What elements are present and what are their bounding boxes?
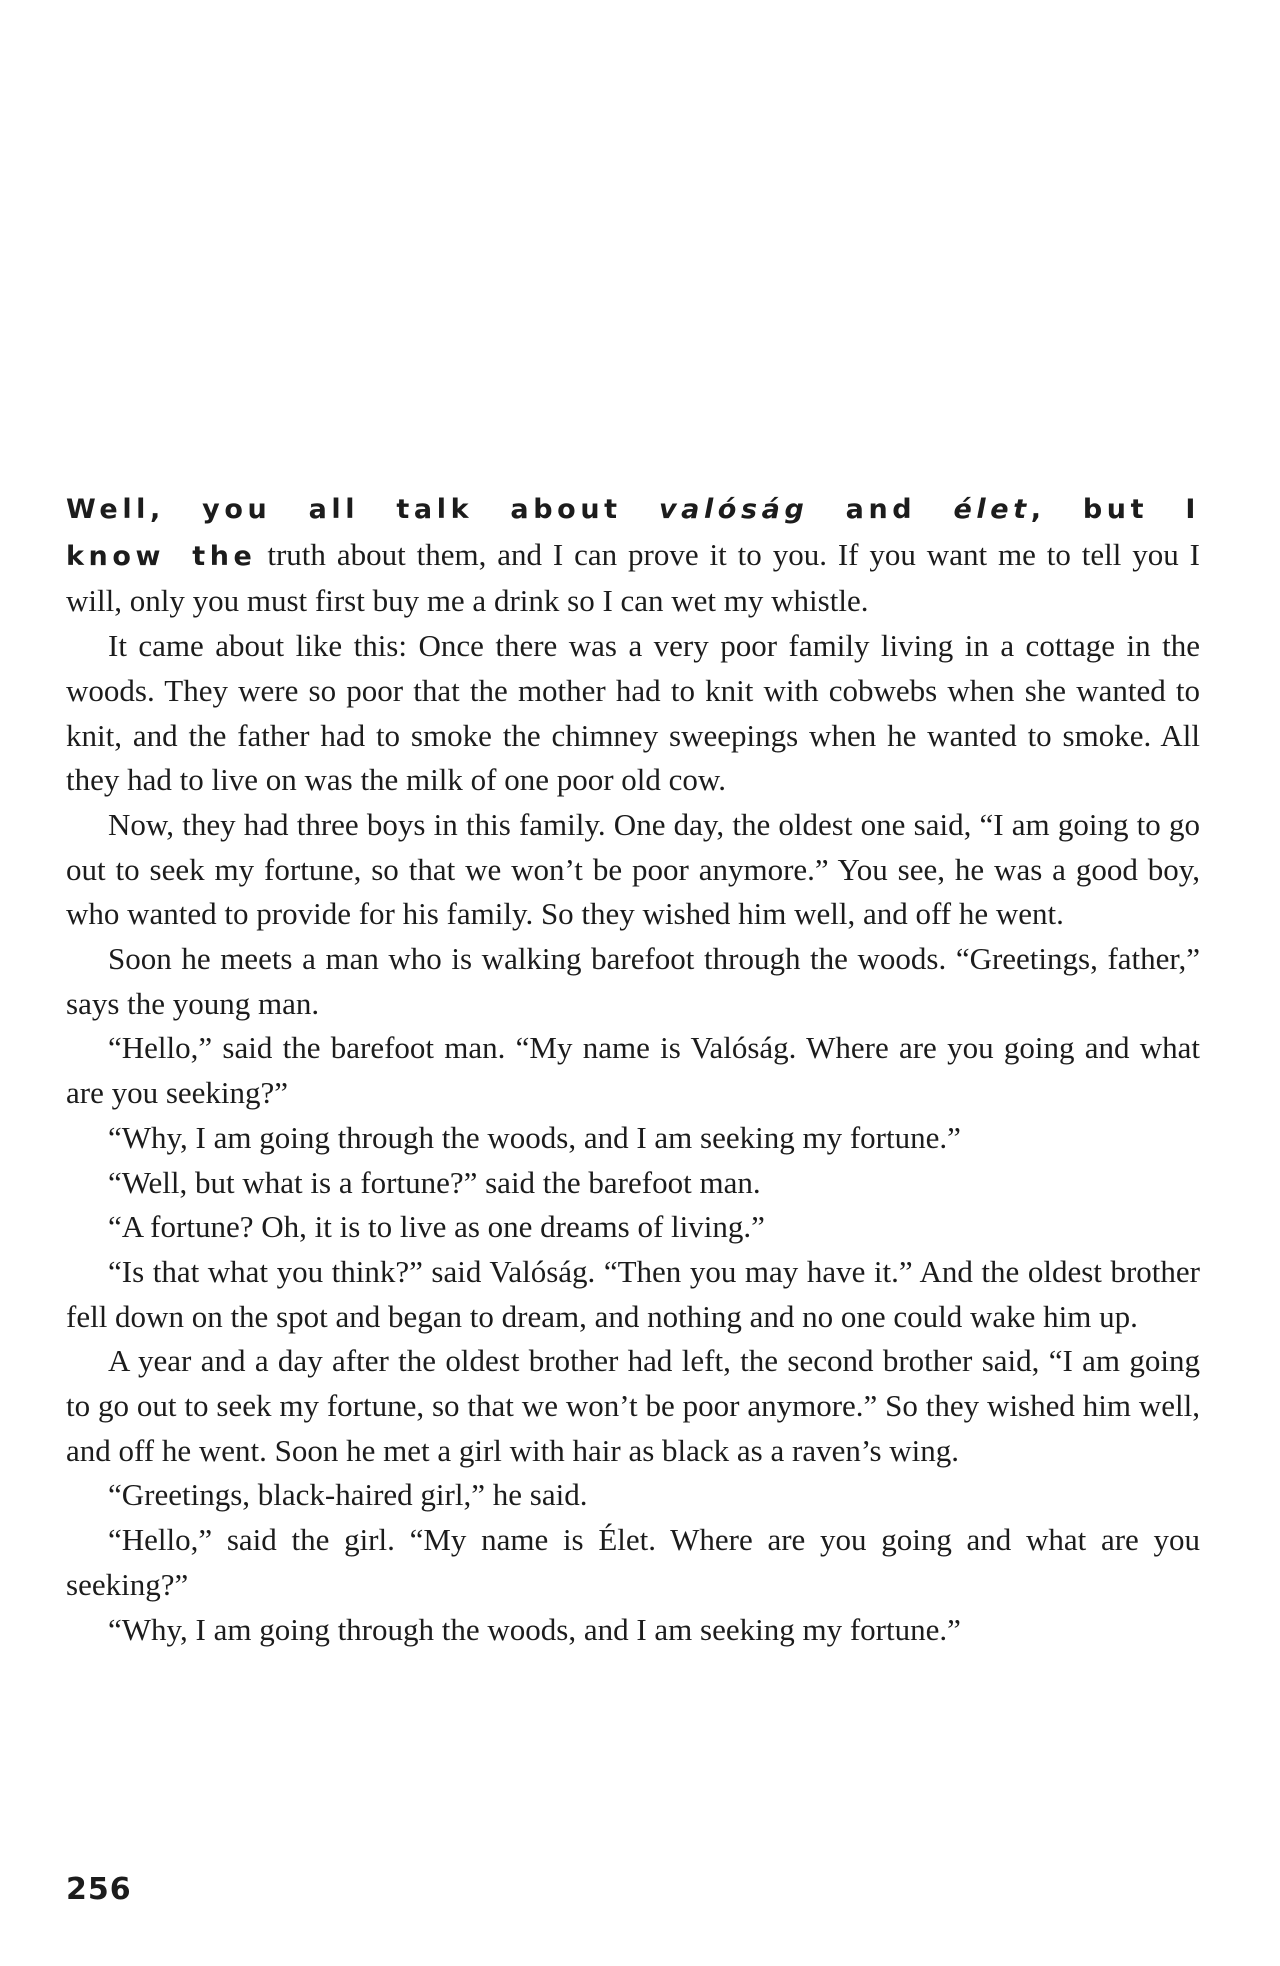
paragraph: “Is that what you think?” said Valóság. “Then you may have it.” And the oldest brother fell down on the spot and began to dream, and nothing and no one could wake him up. — [66, 1253, 1200, 1334]
lead-text: Well, you all talk about — [66, 494, 659, 525]
paragraph: Now, they had three boys in this family. One day, the oldest one said, “I am going to go out to seek my fortune, so that we won’t be poor anymore.” You see, he was a good boy, who wanted to provide for his family. So they wished him well, and off he went. — [66, 806, 1200, 932]
lead-term-elet: élet — [953, 494, 1031, 525]
paragraph: “Hello,” said the girl. “My name is Élet. Where are you going and what are you seeking?” — [66, 1522, 1200, 1602]
paragraph: Soon he meets a man who is walking barefoot through the woods. “Greetings, father,” says the young man. — [66, 941, 1200, 1021]
paragraph: “Greetings, black-haired girl,” he said. — [108, 1477, 588, 1513]
paragraph: A year and a day after the oldest brother had left, the second brother said, “I am going to go out to seek my fortune, so that we won’t be poor anymore.” So they wished him well, and off he went. Soon he met a girl with hair as black as a raven’s wing. — [66, 1343, 1200, 1468]
page-number: 256 — [66, 1872, 132, 1907]
lead-text: and — [808, 494, 954, 525]
paragraph: “Why, I am going through the woods, and I am seeking my fortune.” — [108, 1611, 961, 1647]
paragraph-opening — [66, 486, 1200, 624]
lead-term-valosag: valóság — [658, 494, 809, 525]
paragraph: “A fortune? Oh, it is to live as one dreams of living.” — [108, 1209, 765, 1245]
paragraph: It came about like this: Once there was a very poor family living in a cottage in the woods. They were so poor that the mother had to knit with cobwebs when she wanted to knit, and the father had to smoke the chimney sweepings when he wanted to smoke. All they had to live on was the milk of one poor old cow. — [66, 628, 1200, 798]
paragraph: “Hello,” said the barefoot man. “My name is Valóság. Where are you going and what are you seeking?” — [66, 1030, 1200, 1111]
paragraph-text: truth about them, and I can prove it to you. If you want me to tell you I will, only you must first buy me a drink so I can wet my whistle. — [66, 536, 1200, 619]
paragraph: “Why, I am going through the woods, and I am seeking my fortune.” — [108, 1119, 961, 1155]
paragraph: “Well, but what is a fortune?” said the barefoot man. — [108, 1164, 761, 1200]
page-body — [66, 486, 1200, 1652]
lead-text: , but I know the — [66, 494, 1201, 572]
